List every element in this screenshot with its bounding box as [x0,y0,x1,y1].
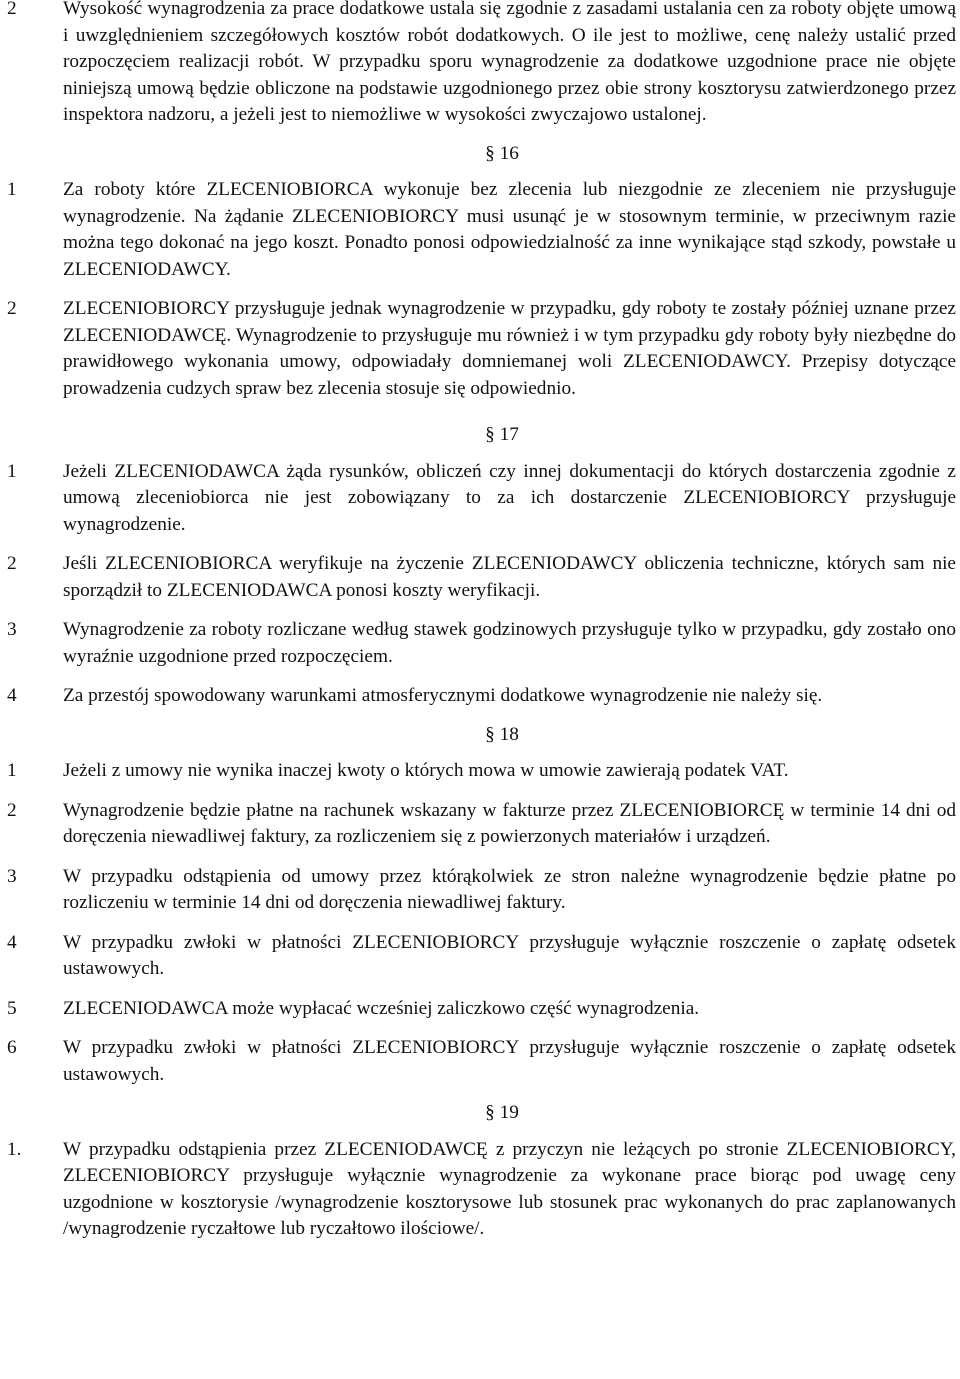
paragraph [0,1137,960,1243]
paragraph [0,617,960,670]
paragraph-text: Wysokość wynagrodzenia za prace dodatkowe ustala się zgodnie z zasadami ustalania cen za roboty objęte umową i uwzględnieniem szczegółowych kosztów robót dodatkowych. O ile jest to możliwe, cenę należy ustalić przed rozpoczęciem realizacji robót. W przypadku sporu wynagrodzenie za dodatkowe uzgodnione prace nie objęte niniejszą umową będzie obliczone na podstawie uzgodnionego przez obie strony kosztorysu zatwierdzonego przez inspektora nadzoru, a jeżeli jest to niemożliwe w wysokości zwyczajowo ustalonej. [63,0,956,125]
paragraph [0,758,960,785]
paragraph-number: 1. [7,1138,22,1160]
paragraph [0,459,960,539]
paragraph-number: 5 [7,997,17,1019]
paragraph-number: 3 [7,619,17,640]
paragraph-text: ZLECENIOBIORCY przysługuje jednak wynagrodzenie w przypadku, gdy roboty te zostały później uznane przez ZLECENIODAWCĘ. Wynagrodzenie to przysługuje mu również i w tym przypadku gdy roboty były niezbędne do prawidłowego wykonania umowy, odpowiadały domniemanej woli ZLECENIODAWCY. Przepisy dotyczące prowadzenia cudzych spraw bez zlecenia stosuje się odpowiednio. [63,298,956,399]
paragraph-number: 1 [7,460,17,482]
paragraph-number: 1 [7,760,17,781]
paragraph-text: Jeżeli ZLECENIODAWCA żąda rysunków, obliczeń czy innej dokumentacji do których dostarczenia zgodnie z umową zleceniobiorca nie jest zobowiązany to za ich dostarczenie ZLECENIOBIORCY przysługuje wynagrodzenie. [63,460,956,535]
paragraph-number: 6 [7,1037,17,1058]
paragraph-text: Wynagrodzenie za roboty rozliczane według stawek godzinowych przysługuje tylko w przypadku, gdy zostało ono wyraźnie uzgodnione przed rozpoczęciem. [63,619,956,667]
paragraph-number: 2 [7,799,17,821]
paragraph-number: 4 [7,685,17,706]
paragraph-number: 3 [7,865,17,887]
paragraph [0,0,960,129]
paragraph-text: Jeśli ZLECENIOBIORCA weryfikuje na życzenie ZLECENIODAWCY obliczenia techniczne, których sam nie sporządził to ZLECENIODAWCA ponosi koszty weryfikacji. [63,553,956,601]
paragraph [0,177,960,283]
paragraph-number: 1 [7,179,17,200]
paragraph-text: ZLECENIODAWCA może wypłacać wcześniej zaliczkowo część wynagrodzenia. [63,997,700,1019]
paragraph-number: 2 [7,0,17,19]
section-heading-text: § 17 [485,424,519,445]
paragraph [0,1035,960,1088]
paragraph-text: Za roboty które ZLECENIOBIORCA wykonuje bez zlecenia lub niezgodnie ze zleceniem nie przysługuje wynagrodzenie. Na żądanie ZLECENIOBIORCY musi usunąć je w stosownym terminie, w przeciwnym razie można tego dokonać na jego koszt. Ponadto ponosi odpowiedzialność za inne wynikające stąd szkody, powstałe u ZLECENIODAWCY. [63,179,956,280]
paragraph-text: W przypadku zwłoki w płatności ZLECENIOBIORCY przysługuje wyłącznie roszczenie o zapłatę odsetek ustawowych. [63,931,956,979]
section-heading [0,722,960,749]
paragraph [0,996,960,1023]
paragraph-text: Wynagrodzenie będzie płatne na rachunek wskazany w fakturze przez ZLECENIOBIORCĘ w terminie 14 dni od doręczenia niewadliwej faktury, za rozliczeniem się z powierzonych materiałów i urządzeń. [63,799,956,847]
paragraph [0,798,960,851]
section-heading-text: § 19 [485,1102,519,1123]
paragraph-text: W przypadku zwłoki w płatności ZLECENIOBIORCY przysługuje wyłącznie roszczenie o zapłatę odsetek ustawowych. [63,1037,956,1085]
paragraph [0,930,960,983]
section-heading-text: § 16 [485,142,519,164]
paragraph [0,551,960,604]
section-heading-text: § 18 [485,723,519,745]
section-heading [0,1100,960,1127]
paragraph-text: Jeżeli z umowy nie wynika inaczej kwoty o których mowa w umowie zawierają podatek VAT. [63,760,789,781]
paragraph-text: W przypadku odstąpienia przez ZLECENIODAWCĘ z przyczyn nie leżących po stronie ZLECENIOBIORCY, ZLECENIOBIORCY przysługuje wyłącznie wynagrodzenie za wykonane prace biorąc pod uwagę ceny uzgodnione w kosztorysie /wynagrodzenie kosztorysowe lub stosunek prac wykonanych do prac zaplanowanych /wynagrodzenie ryczałtowe lub ryczałtowo ilościowe/. [63,1138,956,1239]
paragraph [0,296,960,402]
paragraph [0,683,960,710]
paragraph-number: 2 [7,298,17,319]
paragraph [0,864,960,917]
section-heading [0,141,960,168]
paragraph-number: 2 [7,553,17,574]
paragraph-text: W przypadku odstąpienia od umowy przez którąkolwiek ze stron należne wynagrodzenie będzie płatne po rozliczeniu w terminie 14 dni od doręczenia niewadliwej faktury. [63,865,956,913]
paragraph-number: 4 [7,931,17,953]
section-heading [0,422,960,449]
paragraph-text: Za przestój spowodowany warunkami atmosferycznymi dodatkowe wynagrodzenie nie należy się. [63,685,823,706]
